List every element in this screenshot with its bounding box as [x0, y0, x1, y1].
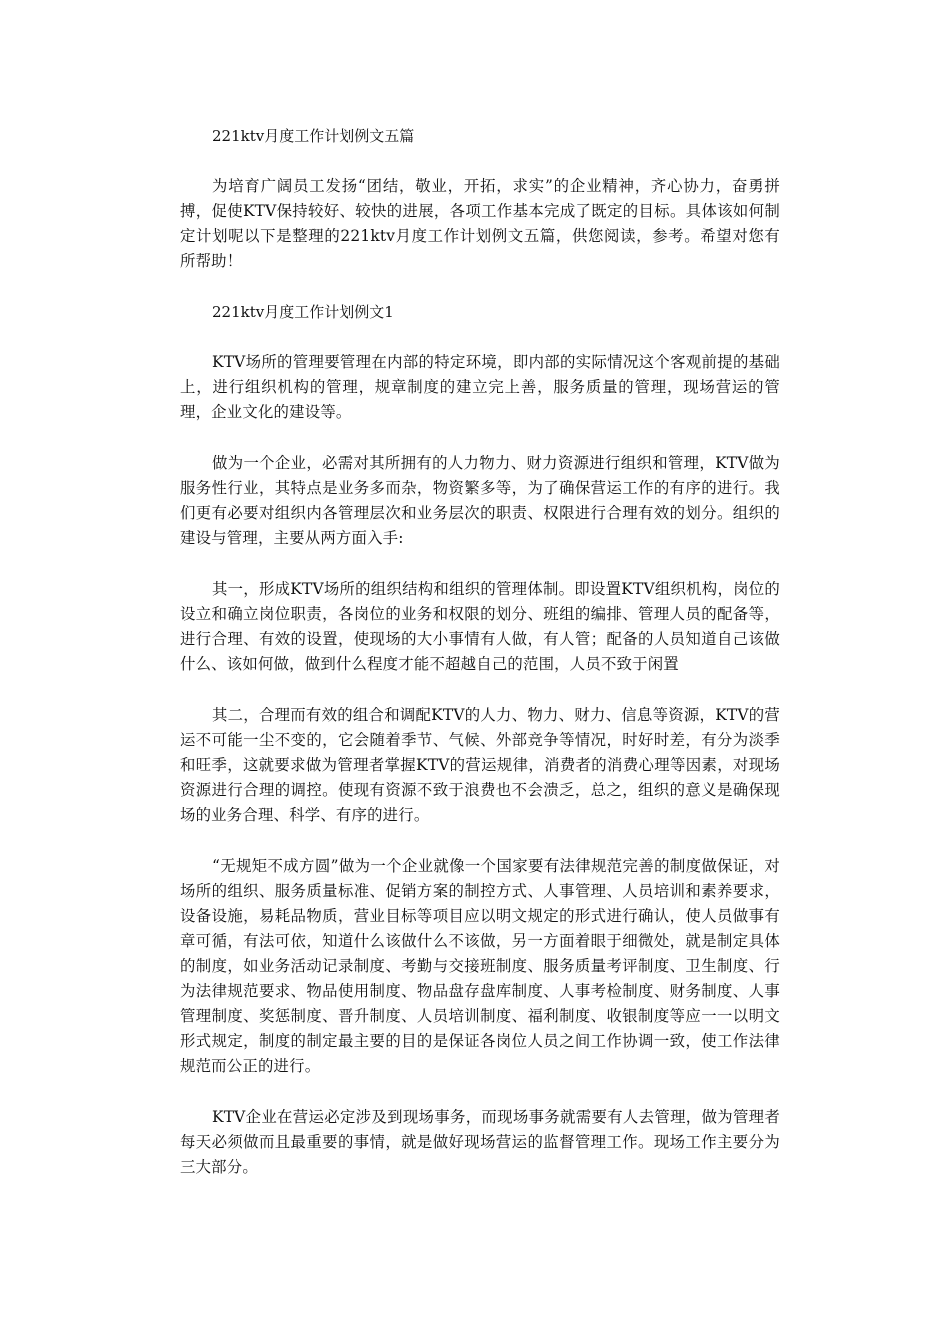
- spacer: [180, 274, 780, 294]
- body-paragraph-1: KTV场所的管理要管理在内部的特定环境，即内部的实际情况这个客观前提的基础上，进行组织机构的管理，规章制度的建立完上善，服务质量的管理，现场营运的管理，企业文化的建设等。: [180, 353, 780, 421]
- spacer: [180, 677, 780, 703]
- spacer: [180, 1079, 780, 1105]
- spacer: [180, 330, 780, 350]
- body-paragraph-6: KTV企业在营运必定涉及到现场事务，而现场事务就需要有人去管理，做为管理者每天必须做而且最重要的事情，就是做好现场营运的监督管理工作。现场工作主要分为三大部分。: [180, 1108, 780, 1176]
- spacer: [180, 551, 780, 577]
- section-title: 221ktv月度工作计划例文1: [212, 303, 394, 321]
- body-paragraph-5: “无规矩不成方圆”做为一个企业就像一个国家要有法律规范完善的制度做保证，对场所的组织、服务质量标准、促销方案的制控方式、人事管理、人员培训和素养要求，设备设施，易耗品物质，营业目标等项目应以明文规定的形式进行确认，使人员做事有章可循，有法可依，知道什么该做什么不该做，另一方面着眼于细微处，就是制定具体的制度，如业务活动记录制度、考勤与交接班制度、服务质量考评制度、卫生制度、行为法律规范要求、物品使用制度、物品盘存盘库制度、人事考检制度、财务制度、人事管理制度、奖惩制度、晋升制度、人员培训制度、福利制度、收银制度等应一一以明文形式规定，制度的制定最主要的目的是保证各岗位人员之间工作协调一致，使工作法律规范而公正的进行。: [180, 857, 780, 1075]
- body-paragraph-2: 做为一个企业，必需对其所拥有的人力物力、财力资源进行组织和管理，KTV做为服务性行业，其特点是业务多而杂，物资繁多等，为了确保营运工作的有序的进行。我们更有必要对组织内各管理层次和业务层次的职责、权限进行合理有效的划分。组织的建设与管理，主要从两方面入手:: [180, 454, 780, 547]
- spacer: [180, 828, 780, 854]
- spacer: [180, 154, 780, 174]
- body-paragraph-4: 其二，合理而有效的组合和调配KTV的人力、物力、财力、信息等资源，KTV的营运不可能一尘不变的，它会随着季节、气候、外部竞争等情况，时好时差，有分为淡季和旺季，这就要求做为管理者掌握KTV的营运规律，消费者的消费心理等因素，对现场资源进行合理的调控。使现有资源不致于浪费也不会溃乏，总之，组织的意义是确保现场的业务合理、科学、有序的进行。: [180, 706, 780, 824]
- body-paragraph-3: 其一，形成KTV场所的组织结构和组织的管理体制。即设置KTV组织机构，岗位的设立和确立岗位职责，各岗位的业务和权限的划分、班组的编排、管理人员的配备等，进行合理、有效的设置，使现场的大小事情有人做，有人管；配备的人员知道自己该做什么、该如何做，做到什么程度才能不超越自己的范围，人员不致于闲置: [180, 580, 780, 673]
- intro-paragraph: 为培育广阔员工发扬“团结，敬业，开拓，求实”的企业精神，齐心协力，奋勇拼搏，促使KTV保持较好、较快的进展，各项工作基本完成了既定的目标。具体该如何制定计划呢以下是整理的221ktv月度工作计划例文五篇，供您阅读，参考。希望对您有所帮助！: [180, 177, 780, 270]
- spacer: [180, 425, 780, 451]
- document-page: [180, 118, 780, 1180]
- document-title: 221ktv月度工作计划例文五篇: [212, 127, 415, 145]
